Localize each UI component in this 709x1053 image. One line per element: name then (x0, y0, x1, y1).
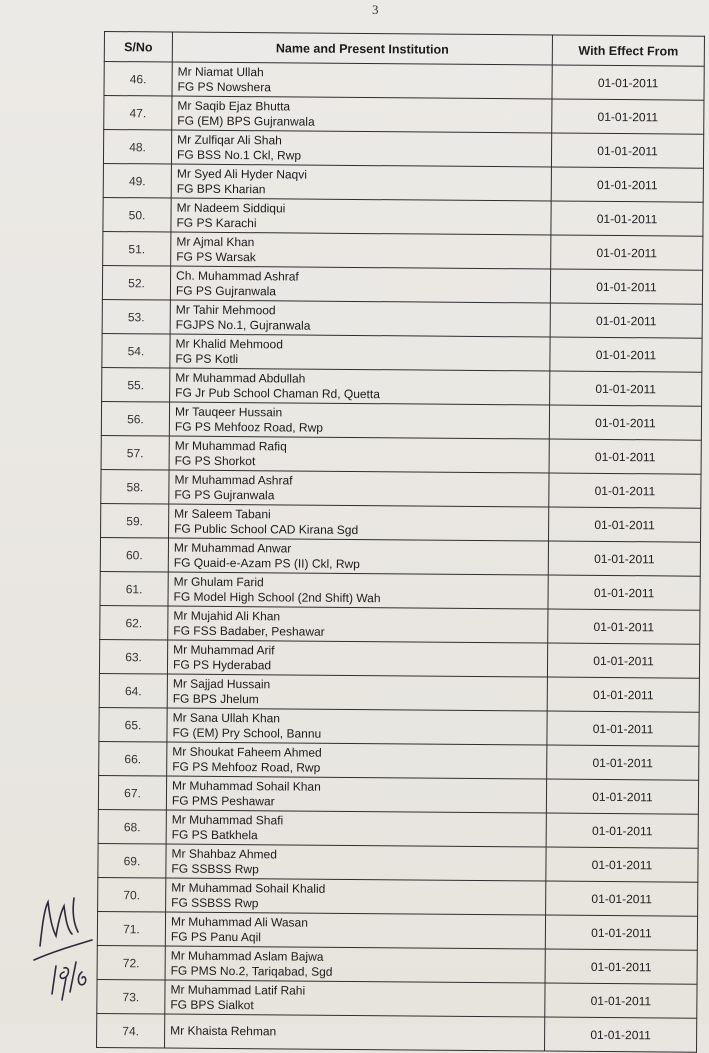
institution-name: FG PS Nowshera (177, 79, 271, 94)
table-row (104, 96, 704, 135)
row-name-institution (165, 1014, 545, 1051)
table-row (102, 367, 702, 406)
institution-name: FG SSBSS Rwp (171, 895, 259, 910)
table-row (98, 843, 698, 882)
row-effective-date: 01-01-2011 (551, 133, 703, 168)
row-effective-date: 01-01-2011 (552, 99, 704, 134)
row-name-institution (166, 844, 546, 881)
handwritten-initials-icon (26, 888, 98, 1016)
row-name-institution (170, 334, 550, 371)
institution-name: FG PS Hyderabad (172, 657, 272, 672)
row-sno: 50. (103, 197, 171, 232)
row-name-institution (166, 878, 546, 915)
row-effective-date: 01-01-2011 (552, 65, 704, 100)
row-effective-date: 01-01-2011 (551, 201, 703, 236)
institution-name: FG SSBSS Rwp (171, 861, 259, 876)
person-name: Mr Mujahid Ali Khan (173, 608, 281, 623)
table-row (98, 775, 698, 814)
row-name-institution (169, 470, 549, 507)
person-name: Mr Muhammad Ali Wasan (170, 914, 308, 930)
table-row (100, 537, 700, 576)
row-name-institution (170, 368, 550, 405)
institution-name: FG BPS Kharian (176, 181, 266, 196)
row-effective-date: 01-01-2011 (551, 235, 703, 270)
row-name-institution (170, 266, 550, 303)
table-row (103, 231, 703, 270)
row-sno: 59. (101, 503, 169, 538)
row-name-institution (169, 402, 549, 439)
institution-name: FG PS Karachi (176, 215, 257, 230)
table-row (103, 197, 703, 236)
institution-name: FG BPS Sialkot (170, 997, 254, 1012)
person-name: Mr Ghulam Farid (173, 574, 264, 589)
row-effective-date: 01-01-2011 (549, 405, 701, 440)
row-sno: 47. (104, 96, 172, 131)
person-name: Mr Nadeem Siddiqui (176, 200, 286, 215)
row-effective-date: 01-01-2011 (551, 167, 703, 202)
row-sno: 69. (98, 843, 166, 878)
table-row (104, 62, 704, 101)
person-name: Mr Muhammad Aslam Bajwa (170, 948, 324, 964)
person-name: Mr Muhammad Anwar (173, 540, 292, 555)
row-name-institution (168, 606, 548, 643)
institution-name: FG BPS Jhelum (172, 691, 259, 706)
row-effective-date: 01-01-2011 (546, 813, 698, 848)
row-sno: 48. (103, 130, 171, 165)
row-sno: 54. (102, 333, 170, 368)
person-name: Mr Khalid Mehmood (175, 336, 283, 351)
institution-name: FG Jr Pub School Chaman Rd, Quetta (175, 385, 380, 401)
institution-name: FG PS Kotli (175, 351, 239, 366)
institution-name: FG FSS Badaber, Peshawar (173, 623, 325, 639)
staff-register-table (96, 31, 705, 1053)
person-name: Mr Ajmal Khan (176, 234, 255, 249)
row-name-institution (168, 572, 548, 609)
row-name-institution (167, 674, 547, 711)
row-effective-date: 01-01-2011 (547, 643, 699, 678)
table-row (99, 707, 699, 746)
row-effective-date: 01-01-2011 (547, 677, 699, 712)
table-header-row (104, 32, 704, 67)
header-sno: S/No (104, 32, 172, 63)
row-name-institution (171, 232, 551, 269)
row-name-institution (167, 708, 547, 745)
row-name-institution (172, 62, 552, 99)
row-sno: 51. (103, 231, 171, 266)
person-name: Mr Khaista Rehman (170, 1023, 277, 1039)
row-effective-date: 01-01-2011 (550, 371, 702, 406)
table-row (98, 877, 698, 916)
row-sno: 72. (97, 945, 165, 980)
row-effective-date: 01-01-2011 (547, 711, 699, 746)
table-row (103, 130, 703, 169)
table-row (99, 741, 699, 780)
row-effective-date: 01-01-2011 (546, 779, 698, 814)
row-sno: 61. (100, 571, 168, 606)
table-row (101, 435, 701, 474)
row-effective-date: 01-01-2011 (545, 915, 697, 950)
institution-name: FG PS Batkhela (171, 827, 258, 842)
institution-name: FG BSS No.1 Ckl, Rwp (176, 147, 302, 163)
row-name-institution (165, 980, 545, 1017)
person-name: Ch. Muhammad Ashraf (176, 268, 299, 284)
institution-name: FG Model High School (2nd Shift) Wah (173, 589, 381, 605)
person-name: Mr Sana Ullah Khan (172, 710, 281, 725)
institution-name: FG PS Shorkot (174, 453, 256, 468)
row-effective-date: 01-01-2011 (549, 473, 701, 508)
person-name: Mr Muhammad Shafi (171, 812, 284, 827)
table-row (100, 571, 700, 610)
row-name-institution (171, 164, 551, 201)
table-row (103, 163, 703, 202)
person-name: Mr Saqib Ejaz Bhutta (177, 98, 291, 113)
row-name-institution (172, 96, 552, 133)
row-effective-date: 01-01-2011 (547, 745, 699, 780)
table-row (102, 265, 702, 304)
institution-name: FG PS Mehfooz Road, Rwp (172, 759, 321, 775)
row-effective-date: 01-01-2011 (549, 507, 701, 542)
row-effective-date: 01-01-2011 (545, 983, 697, 1018)
row-effective-date: 01-01-2011 (548, 575, 700, 610)
row-effective-date: 01-01-2011 (546, 881, 698, 916)
institution-name: FG Public School CAD Kirana Sgd (174, 521, 359, 537)
row-name-institution (171, 130, 551, 167)
person-name: Mr Sajjad Hussain (172, 676, 271, 691)
row-name-institution (171, 198, 551, 235)
table-row (97, 945, 697, 984)
table-row (100, 605, 700, 644)
person-name: Mr Muhammad Sohail Khalid (171, 880, 326, 896)
row-effective-date: 01-01-2011 (550, 269, 702, 304)
person-name: Mr Shahbaz Ahmed (171, 846, 278, 861)
table-row (102, 299, 702, 338)
institution-name: FGJPS No.1, Gujranwala (175, 317, 311, 333)
row-sno: 58. (101, 469, 169, 504)
person-name: Mr Muhammad Arif (173, 642, 275, 657)
row-sno: 67. (98, 775, 166, 810)
institution-name: FG PS Panu Aqil (170, 929, 261, 944)
institution-name: FG PS Gujranwala (175, 283, 277, 298)
row-name-institution (169, 504, 549, 541)
table-body (97, 62, 705, 1053)
row-name-institution (167, 742, 547, 779)
person-name: Mr Tahir Mehmood (175, 302, 276, 317)
table-row (99, 673, 699, 712)
table-row (101, 401, 701, 440)
institution-name: FG Quaid-e-Azam PS (II) Ckl, Rwp (173, 555, 360, 571)
page-number: 3 (372, 2, 379, 17)
row-sno: 53. (102, 299, 170, 334)
person-name: Mr Niamat Ullah (177, 64, 264, 79)
row-sno: 73. (97, 979, 165, 1014)
row-effective-date: 01-01-2011 (548, 609, 700, 644)
row-sno: 46. (104, 62, 172, 97)
row-sno: 74. (97, 1013, 165, 1048)
row-name-institution (166, 776, 546, 813)
table-row (102, 333, 702, 372)
row-sno: 71. (97, 911, 165, 946)
row-effective-date: 01-01-2011 (545, 1017, 697, 1052)
institution-name: FG PMS No.2, Tariqabad, Sgd (170, 963, 333, 979)
row-sno: 55. (102, 367, 170, 402)
row-effective-date: 01-01-2011 (549, 439, 701, 474)
table-row (101, 469, 701, 508)
row-name-institution (165, 912, 545, 949)
row-sno: 57. (101, 435, 169, 470)
row-sno: 66. (99, 741, 167, 776)
row-sno: 63. (99, 639, 167, 674)
institution-name: FG (EM) BPS Gujranwala (177, 113, 315, 129)
person-name: Mr Muhammad Rafiq (174, 438, 287, 453)
row-sno: 56. (101, 401, 169, 436)
institution-name: FG PS Warsak (176, 249, 256, 264)
institution-name: FG PS Mehfooz Road, Rwp (174, 419, 324, 435)
person-name: Mr Muhammad Latif Rahi (170, 982, 306, 998)
table-row (97, 979, 697, 1018)
row-name-institution (167, 640, 547, 677)
person-name: Mr Saleem Tabani (174, 506, 271, 521)
header-name-institution: Name and Present Institution (172, 32, 552, 65)
table-row (98, 809, 698, 848)
row-effective-date: 01-01-2011 (548, 541, 700, 576)
row-effective-date: 01-01-2011 (550, 337, 702, 372)
row-sno: 62. (100, 605, 168, 640)
institution-name: FG PMS Peshawar (171, 793, 275, 808)
row-name-institution (166, 810, 546, 847)
person-name: Mr Muhammad Sohail Khan (172, 778, 321, 794)
row-effective-date: 01-01-2011 (546, 847, 698, 882)
person-name: Mr Syed Ali Hyder Naqvi (176, 166, 307, 182)
row-sno: 70. (98, 877, 166, 912)
header-with-effect-from: With Effect From (552, 35, 704, 66)
row-sno: 52. (102, 265, 170, 300)
table-row (99, 639, 699, 678)
row-effective-date: 01-01-2011 (545, 949, 697, 984)
institution-name: FG PS Gujranwala (174, 487, 275, 502)
person-name: Mr Muhammad Ashraf (174, 472, 293, 487)
row-sno: 68. (98, 809, 166, 844)
person-name: Mr Muhammad Abdullah (175, 370, 306, 386)
row-name-institution (169, 436, 549, 473)
table-row (97, 1013, 697, 1052)
row-name-institution (168, 538, 548, 575)
row-sno: 49. (103, 163, 171, 198)
table-row (101, 503, 701, 542)
person-name: Mr Zulfiqar Ali Shah (177, 132, 282, 147)
row-name-institution (170, 300, 550, 337)
row-sno: 64. (99, 673, 167, 708)
table-row (97, 911, 697, 950)
row-name-institution (165, 946, 545, 983)
row-effective-date: 01-01-2011 (550, 303, 702, 338)
institution-name: FG (EM) Pry School, Bannu (172, 725, 322, 741)
row-sno: 60. (100, 537, 168, 572)
person-name: Mr Shoukat Faheem Ahmed (172, 744, 322, 760)
person-name: Mr Tauqeer Hussain (174, 404, 283, 419)
row-sno: 65. (99, 707, 167, 742)
